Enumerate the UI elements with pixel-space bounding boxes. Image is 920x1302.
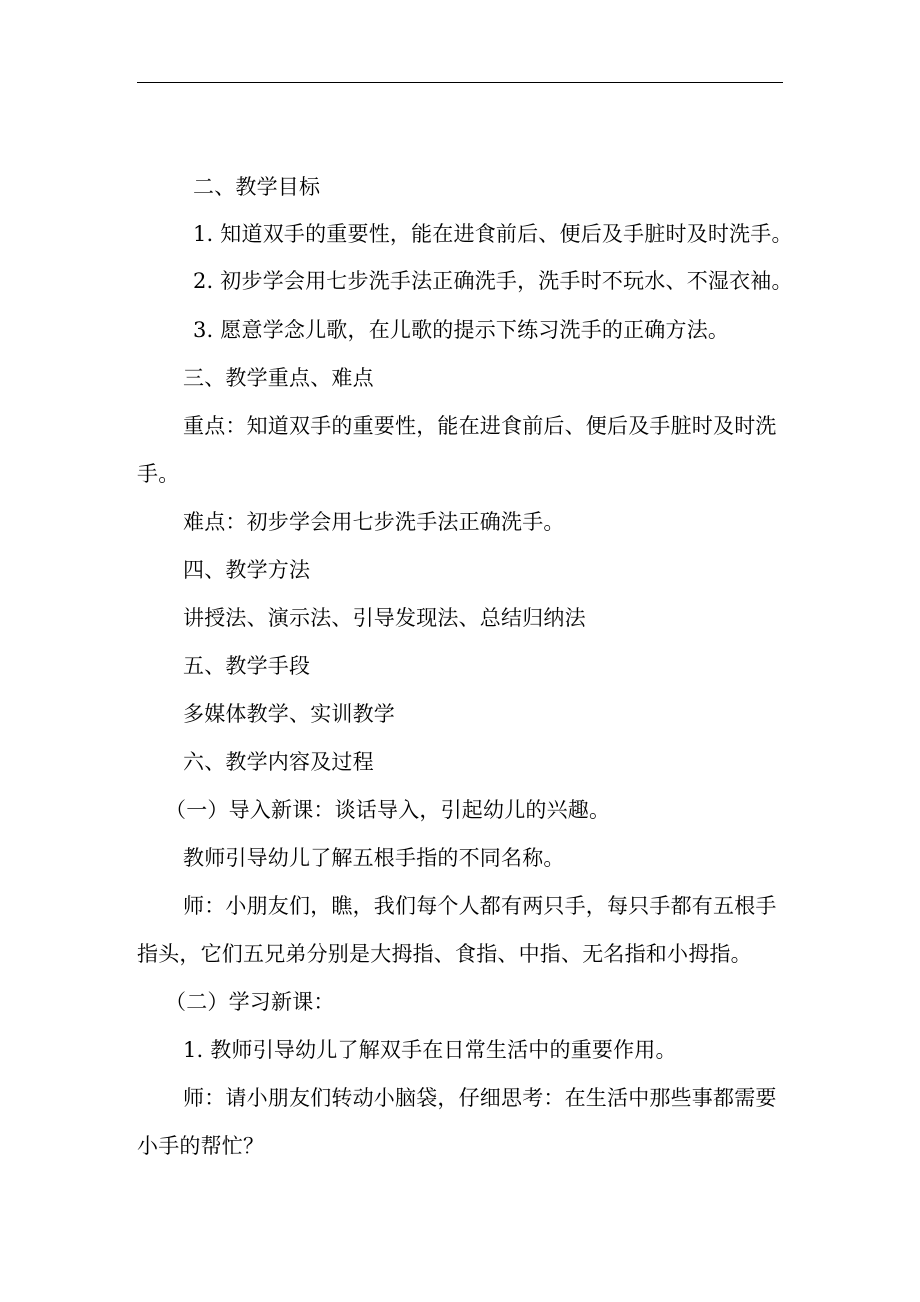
methods-paragraph: 讲授法、演示法、引导发现法、总结归纳法: [183, 606, 586, 630]
section-heading-goals: 二、教学目标: [193, 175, 321, 199]
teacher-question-line-1: 师：请小朋友们转动小脑袋，仔细思考：在生活中那些事都需要: [183, 1086, 777, 1110]
teacher-dialogue-line-1: 师：小朋友们，瞧，我们每个人都有两只手，每只手都有五根手: [183, 894, 777, 918]
subsection-heading-intro: （一）导入新课：谈话导入，引起幼儿的兴趣。: [165, 798, 611, 822]
goal-item-1: 1. 知道双手的重要性，能在进食前后、便后及手脏时及时洗手。: [193, 222, 793, 246]
keypoint-paragraph-line-2: 手。: [137, 462, 180, 486]
intro-paragraph: 教师引导幼儿了解五根手指的不同名称。: [183, 846, 565, 870]
learn-item-1: 1. 教师引导幼儿了解双手在日常生活中的重要作用。: [183, 1038, 677, 1062]
section-heading-methods: 四、教学方法: [183, 558, 311, 582]
subsection-heading-learn: （二）学习新课：: [165, 990, 335, 1014]
section-heading-means: 五、教学手段: [183, 654, 311, 678]
goal-item-2: 2. 初步学会用七步洗手法正确洗手，洗手时不玩水、不湿衣袖。: [193, 269, 793, 293]
section-heading-content: 六、教学内容及过程: [183, 750, 374, 774]
teacher-dialogue-line-2: 指头，它们五兄弟分别是大拇指、食指、中指、无名指和小拇指。: [137, 942, 752, 966]
difficulty-paragraph: 难点：初步学会用七步洗手法正确洗手。: [183, 510, 565, 534]
means-paragraph: 多媒体教学、实训教学: [183, 702, 395, 726]
header-rule: [137, 82, 783, 83]
section-heading-keypoints: 三、教学重点、难点: [183, 366, 374, 390]
keypoint-paragraph-line-1: 重点：知道双手的重要性，能在进食前后、便后及手脏时及时洗: [183, 414, 777, 438]
teacher-question-line-2: 小手的帮忙？: [137, 1134, 265, 1158]
goal-item-3: 3. 愿意学念儿歌，在儿歌的提示下练习洗手的正确方法。: [193, 318, 730, 342]
